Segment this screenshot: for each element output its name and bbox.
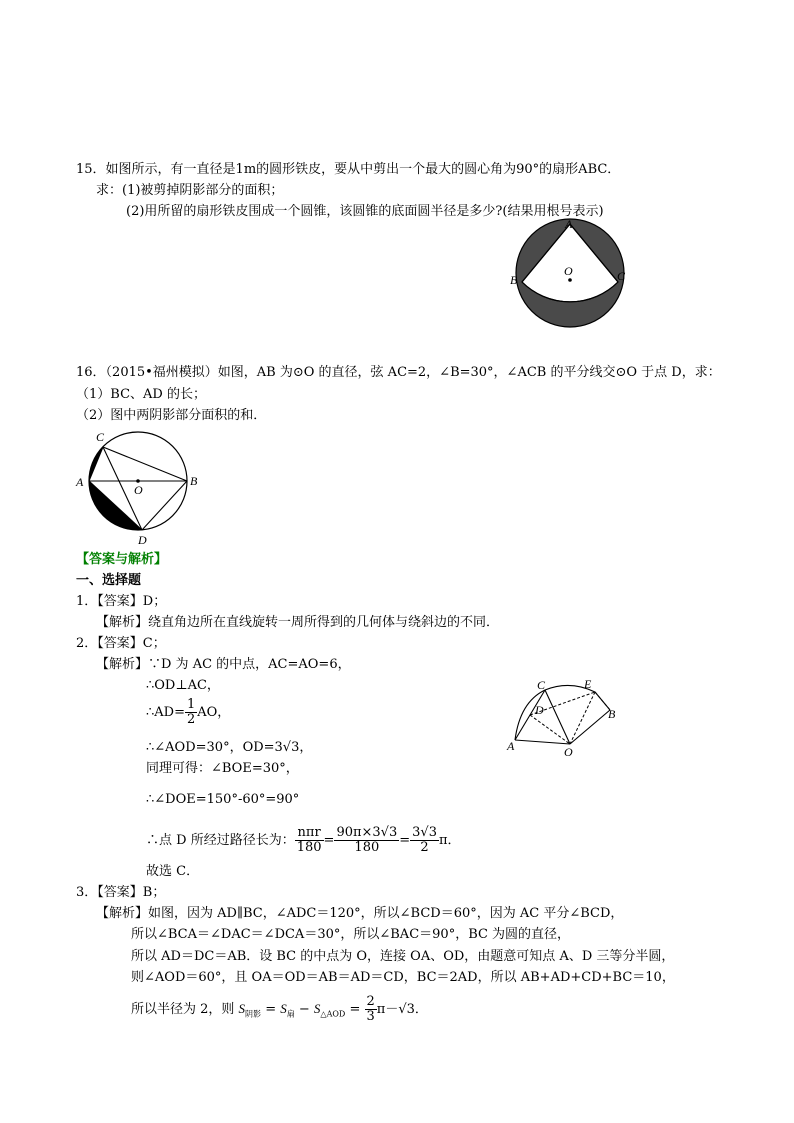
a2-exp-3-pre: ∴AD= [146,705,185,720]
a2-exp-7 [146,826,461,855]
a2-exp-7-eq: = [323,833,335,848]
a2-figure [500,672,630,762]
a3-exp-5-fraction [365,995,377,1024]
a2-exp-7-f1-num: nπr [295,826,324,841]
a2-exp-6: ∴∠DOE=150°-60°=90° [146,792,300,807]
a3-exp-5-s3: S [313,1001,321,1016]
a3-exp-5-post: π－√3． [376,1002,428,1017]
q16-line-2: （1）BC、AD 的长； [76,387,206,402]
q15-label-a: A [565,218,573,231]
a2-exp-3-post: AO， [197,705,231,720]
a2-answer: 2．【答案】C； [76,636,166,651]
a2-label-e: E [584,677,592,691]
a2-exp-3-fraction [185,698,197,727]
a2-exp-4: ∴∠AOD=30°，OD=3√3， [146,740,313,755]
a2-exp-7-f2-den: 180 [354,840,380,855]
a3-exp-5-s3-sub: △AOD [320,1009,346,1019]
a2-exp-7-fraction-3 [410,826,439,855]
q16-line-1: 16．（2015•福州模拟）如图，AB 为⊙O 的直径，弦 AC=2，∠B=30°，∠ACB 的平分线交⊙O 于点 D，求： [76,365,721,380]
a3-exp-4: 则∠AOD＝60°，且 OA＝OD＝AB＝AD＝CD，BC＝2AD，所以 AB+AD+CD+BC＝10， [131,970,675,985]
a2-exp-7-post: π． [438,833,461,848]
a3-exp-1: 【解析】如图，因为 AD∥BC，∠ADC＝120°，所以∠BCD＝60°，因为 AC 平分∠BCD， [96,906,624,921]
q15-line-3: (2)用所留的扇形铁皮围成一个圆锥，该圆锥的底面圆半径是多少?(结果用根号表示) [126,204,604,219]
a3-exp-5-den: 3 [366,1009,375,1024]
q16-line-3: （2）图中两阴影部分面积的和． [76,408,267,423]
q15-line-1: 15．如图所示，有一直径是1m的圆形铁皮，要从中剪出一个最大的圆心角为90°的扇形ABC． [76,162,621,177]
a3-exp-2: 所以∠BCA＝∠DAC＝∠DCA＝30°，所以∠BAC＝90°，BC 为圆的直径， [131,927,571,942]
q16-label-a: A [76,475,84,489]
a1-explanation: 【解析】绕直角边所在直线旋转一周所得到的几何体与绕斜边的不同． [96,615,500,630]
a2-exp-7-pre: ∴点 D 所经过路径长为： [146,833,295,848]
a2-exp-3-den: 2 [186,712,196,727]
a2-exp-7-f1-den: 180 [296,840,322,855]
q15-line-2: 求：(1)被剪掉阴影部分的面积； [96,183,284,198]
a1-answer: 1．【答案】D； [76,594,167,609]
a2-exp-7-f3-den: 2 [420,840,429,855]
a3-exp-5-pre: 所以半径为 2，则 [131,1002,235,1017]
a3-exp-5-s2-sub: 扇 [286,1009,295,1019]
q15-label-o: O [564,264,573,278]
answers-header: 【答案与解析】 [76,552,168,567]
a2-exp-7-fraction-1 [295,826,324,855]
a3-exp-5-s1-sub: 阴影 [245,1009,262,1019]
a2-label-o: O [564,745,573,759]
a2-exp-7-fraction-2 [334,826,399,855]
q16-label-c: C [96,430,105,444]
a2-exp-3-num: 1 [186,697,196,712]
q15-label-c: C [617,269,626,283]
section-title: 一、选择题 [76,573,142,588]
a2-exp-2: ∴OD⊥AC， [146,678,220,693]
q16-figure [72,424,206,548]
a2-label-c: C [537,678,546,692]
a2-exp-5: 同理可得：∠BOE=30°， [146,761,299,776]
a2-label-a: A [507,739,515,753]
a3-exp-3: 所以 AD＝DC＝AB．设 BC 的中点为 O，连接 OA、OD，由题意可知点 A、D 三等分半圆， [131,949,675,964]
q16-label-o: O [134,483,143,497]
q16-label-d: D [138,533,147,547]
a3-exp-5: 所以半径为 2，则 $S_{阴影} = S_扇 - S_{\triangle AOD}$ = $\frac{2}{3}$ π－√3． [131,994,428,1024]
a2-exp-8: 故选 C． [146,864,200,879]
a2-label-b: B [608,707,616,721]
q15-label-b: B [510,273,518,287]
a2-exp-3 [146,698,230,727]
a2-exp-1: 【解析】∵D 为 AC 的中点，AC=AO=6， [96,657,351,672]
q15-center-dot [568,278,572,282]
a2-exp-7-f2-num: 90π×3√3 [336,825,398,840]
a3-answer: 3．【答案】B； [76,885,166,900]
a3-exp-5-s1: S [238,1001,246,1016]
a2-exp-7-eq-2: = [399,833,411,848]
a3-exp-5-num: 2 [366,994,375,1009]
a2-exp-7-f3-num: 3√3 [412,825,437,840]
q16-label-b: B [190,474,198,488]
q15-figure [505,218,637,330]
a2-label-d: D [535,703,544,717]
a3-exp-5-s2: S [280,1001,287,1016]
